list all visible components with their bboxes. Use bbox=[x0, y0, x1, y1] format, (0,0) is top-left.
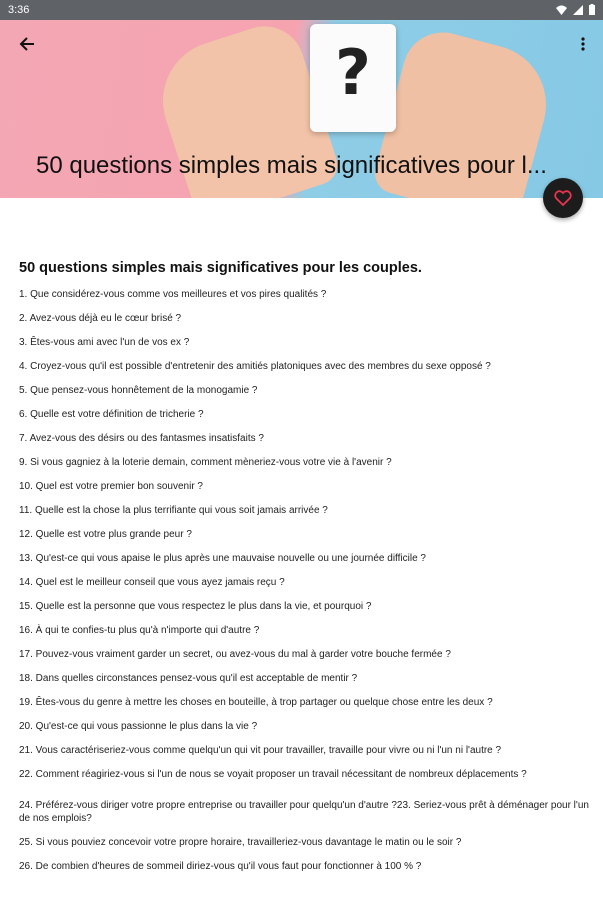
wifi-icon bbox=[556, 5, 567, 15]
overflow-menu-button[interactable] bbox=[575, 30, 591, 58]
question-item: 24. Préférez-vous diriger votre propre entreprise ou travailler pour quelqu'un d'autre ?23. Seriez-vous prêt à déménager pour l'un de nos emplois? bbox=[19, 800, 589, 824]
question-item: 11. Quelle est la chose la plus terrifiante qui vous soit jamais arrivée ? bbox=[19, 505, 328, 516]
question-item: 6. Quelle est votre définition de tricherie ? bbox=[19, 409, 204, 420]
status-bar bbox=[0, 0, 603, 20]
question-item: 7. Avez-vous des désirs ou des fantasmes insatisfaits ? bbox=[19, 433, 264, 444]
arrow-left-icon bbox=[14, 30, 42, 58]
question-item: 2. Avez-vous déjà eu le cœur brisé ? bbox=[19, 313, 182, 324]
question-item: 26. De combien d'heures de sommeil diriez-vous qu'il vous faut pour fonctionner à 100 % ? bbox=[19, 861, 422, 872]
page-title: 50 questions simples mais significatives pour l... bbox=[36, 152, 547, 179]
question-item: 4. Croyez-vous qu'il est possible d'entretenir des amitiés platoniques avec des membres du sexe opposé ? bbox=[19, 361, 491, 372]
question-item: 10. Quel est votre premier bon souvenir ? bbox=[19, 481, 203, 492]
article-content bbox=[19, 260, 589, 884]
question-item: 16. À qui te confies-tu plus qu'à n'importe qui d'autre ? bbox=[19, 625, 260, 636]
question-item: 25. Si vous pouviez concevoir votre propre horaire, travailleriez-vous davantage le matin ou le soir ? bbox=[19, 837, 462, 848]
question-item: 17. Pouvez-vous vraiment garder un secret, ou avez-vous du mal à garder votre bouche fermée ? bbox=[19, 649, 451, 660]
question-item: 21. Vous caractériseriez-vous comme quelqu'un qui vit pour travailler, travaille pour vivre ou ni l'un ni l'autre ? bbox=[19, 745, 502, 756]
question-card bbox=[310, 24, 396, 132]
question-item: 5. Que pensez-vous honnêtement de la monogamie ? bbox=[19, 385, 258, 396]
question-item: 12. Quelle est votre plus grande peur ? bbox=[19, 529, 192, 540]
question-item: 15. Quelle est la personne que vous respectez le plus dans la vie, et pourquoi ? bbox=[19, 601, 372, 612]
battery-icon bbox=[589, 4, 595, 15]
question-item: 13. Qu'est-ce qui vous apaise le plus après une mauvaise nouvelle ou une journée difficile ? bbox=[19, 553, 426, 564]
question-item: 19. Êtes-vous du genre à mettre les choses en bouteille, à trop partager ou quelque chose entre les deux ? bbox=[19, 697, 493, 708]
question-item: 1. Que considérez-vous comme vos meilleures et vos pires qualités ? bbox=[19, 289, 327, 300]
back-button[interactable] bbox=[14, 30, 42, 58]
status-time: 3:36 bbox=[8, 4, 30, 16]
question-item: 20. Qu'est-ce qui vous passionne le plus dans la vie ? bbox=[19, 721, 258, 732]
question-item: 3. Êtes-vous ami avec l'un de vos ex ? bbox=[19, 337, 190, 348]
article-title: 50 questions simples mais significatives pour les couples. bbox=[19, 260, 422, 276]
question-item: 14. Quel est le meilleur conseil que vous ayez jamais reçu ? bbox=[19, 577, 285, 588]
more-vert-icon bbox=[575, 30, 591, 58]
signal-icon bbox=[573, 5, 583, 15]
status-icons bbox=[556, 4, 595, 15]
question-item: 9. Si vous gagniez à la loterie demain, comment mèneriez-vous votre vie à l'avenir ? bbox=[19, 457, 392, 468]
question-item: 22. Comment réagiriez-vous si l'un de nous se voyait proposer un travail nécessitant de nombreux déplacements ? bbox=[19, 769, 527, 780]
header-banner bbox=[0, 20, 603, 198]
favorite-button[interactable] bbox=[543, 178, 583, 218]
question-item: 18. Dans quelles circonstances pensez-vous qu'il est acceptable de mentir ? bbox=[19, 673, 358, 684]
heart-icon bbox=[554, 190, 572, 206]
question-mark-glyph: ? bbox=[335, 36, 371, 109]
